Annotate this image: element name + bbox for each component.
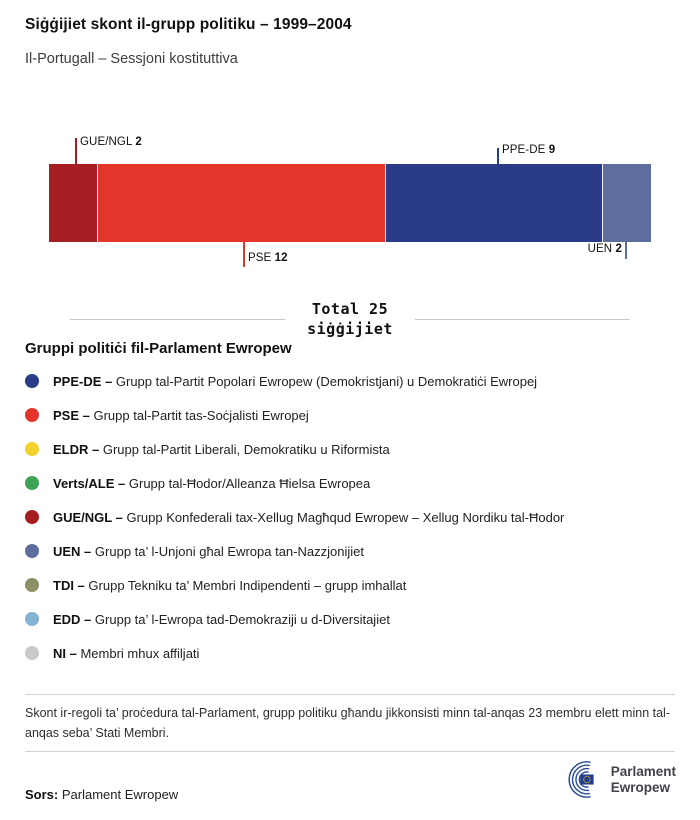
divider-line-left	[70, 319, 285, 320]
divider	[25, 694, 675, 695]
group-desc: Grupp Konfederali tax-Xellug Magħqud Ewropew – Xellug Nordiku tal-Ħodor	[126, 509, 565, 525]
group-abbr: NI –	[53, 645, 77, 661]
legend-label	[53, 646, 199, 661]
callout-line-uen	[625, 242, 627, 259]
legend-item-ppede	[25, 364, 680, 398]
chart-bottom-callouts	[49, 242, 651, 272]
legend-item-eldr	[25, 432, 680, 466]
legend-color-dot	[25, 544, 39, 558]
callout-label-guengl	[80, 136, 142, 148]
logo-line1: Parlament	[610, 763, 676, 779]
legend-label	[53, 408, 309, 423]
hemicycle-eu-flag-icon	[550, 761, 602, 798]
group-abbr: Verts/ALE –	[53, 475, 126, 491]
total-seats-section	[70, 300, 630, 339]
european-parliament-logo	[550, 761, 676, 798]
group-abbr: ELDR –	[53, 441, 100, 457]
group-abbr: PPE-DE –	[53, 373, 113, 389]
callout-label-pse	[248, 252, 288, 264]
logo-wordmark	[611, 764, 676, 796]
bar-segment-uen	[602, 164, 651, 242]
callout-label-uen	[588, 243, 622, 255]
legend-label	[53, 612, 390, 627]
legend-label	[53, 578, 406, 593]
chart-top-callouts	[49, 136, 651, 164]
legend-item-uen	[25, 534, 680, 568]
group-desc: Grupp ta’ l-Unjoni għal Ewropa tan-Nazzjonijiet	[94, 543, 364, 559]
source-label: Sors:	[25, 787, 59, 802]
logo-line2: Ewropew	[610, 779, 670, 795]
total-seats-label	[307, 300, 393, 339]
group-desc: Grupp tal-Partit Popolari Ewropew (Demokristjani) u Demokratiċi Ewropej	[115, 373, 538, 389]
seat-count: 12	[274, 252, 288, 264]
callout-label-ppede	[502, 144, 555, 156]
group-desc: Membri mhux affiljati	[80, 645, 200, 661]
legend-color-dot	[25, 612, 39, 626]
seats-stacked-bar-chart	[49, 136, 651, 272]
group-desc: Grupp Tekniku ta’ Membri Indipendenti – grupp imhallat	[88, 577, 407, 593]
total-line2: siġġijiet	[307, 319, 393, 338]
legend-label	[53, 476, 370, 491]
group-abbr: GUE/NGL –	[53, 509, 123, 525]
legend-color-dot	[25, 578, 39, 592]
divider-line-right	[415, 319, 630, 320]
legend-item-vertsale	[25, 466, 680, 500]
seat-count: 9	[548, 144, 556, 156]
legend-color-dot	[25, 408, 39, 422]
legend-label	[53, 442, 390, 457]
legend-item-tdi	[25, 568, 680, 602]
legend-label	[53, 374, 537, 389]
group-name: GUE/NGL	[80, 136, 133, 148]
group-name: PSE	[248, 252, 272, 264]
legend-color-dot	[25, 646, 39, 660]
legend-item-edd	[25, 602, 680, 636]
group-abbr: UEN –	[53, 543, 92, 559]
legend-color-dot	[25, 442, 39, 456]
callout-line-ppede	[497, 148, 499, 164]
group-name: PPE-DE	[502, 144, 546, 156]
group-abbr: EDD –	[53, 611, 92, 627]
group-abbr: PSE –	[53, 407, 90, 423]
legend-color-dot	[25, 510, 39, 524]
legend-item-guengl	[25, 500, 680, 534]
footnote: Skont ir-regoli ta’ proċedura tal-Parlament, grupp politiku għandu jikkonsisti minn tal-anqas 23 membru elett minn tal-anqas seba’ Stati Membri.	[25, 706, 670, 740]
total-line1: Total 25	[311, 300, 389, 318]
group-name: UEN	[587, 243, 613, 255]
group-desc: Grupp tal-Partit tas-Soċjalisti Ewropej	[93, 407, 309, 423]
page-subtitle: Il-Portugall – Sessjoni kostituttiva	[25, 51, 238, 67]
legend-item-pse	[25, 398, 680, 432]
callout-line-pse	[243, 242, 245, 267]
legend-color-dot	[25, 476, 39, 490]
legend-heading: Gruppi politiċi fil-Parlament Ewropew	[25, 340, 292, 357]
page-title: Siġġijiet skont il-grupp politiku – 1999–2004	[25, 16, 352, 33]
callout-line-guengl	[75, 138, 77, 164]
source-value: Parlament Ewropew	[61, 787, 179, 802]
group-desc: Grupp tal-Partit Liberali, Demokratiku u Riformista	[102, 441, 390, 457]
seat-count: 2	[135, 136, 142, 148]
legend-color-dot	[25, 374, 39, 388]
group-abbr: TDI –	[53, 577, 85, 593]
source-line	[25, 787, 178, 802]
group-desc: Grupp ta’ l-Ewropa tad-Demokraziji u d-Diversitajiet	[94, 611, 390, 627]
legend-label	[53, 544, 364, 559]
group-desc: Grupp tal-Ħodor/Alleanza Ħielsa Ewropea	[128, 475, 371, 491]
bar-segment-ppede	[385, 164, 602, 242]
bar-segment-guengl	[49, 164, 97, 242]
seat-count: 2	[615, 243, 622, 255]
bar-segment-pse	[97, 164, 386, 242]
legend-item-ni	[25, 636, 680, 670]
stacked-bar	[49, 164, 651, 242]
legend-label	[53, 510, 564, 525]
legend-list	[25, 364, 680, 670]
divider	[25, 751, 675, 752]
